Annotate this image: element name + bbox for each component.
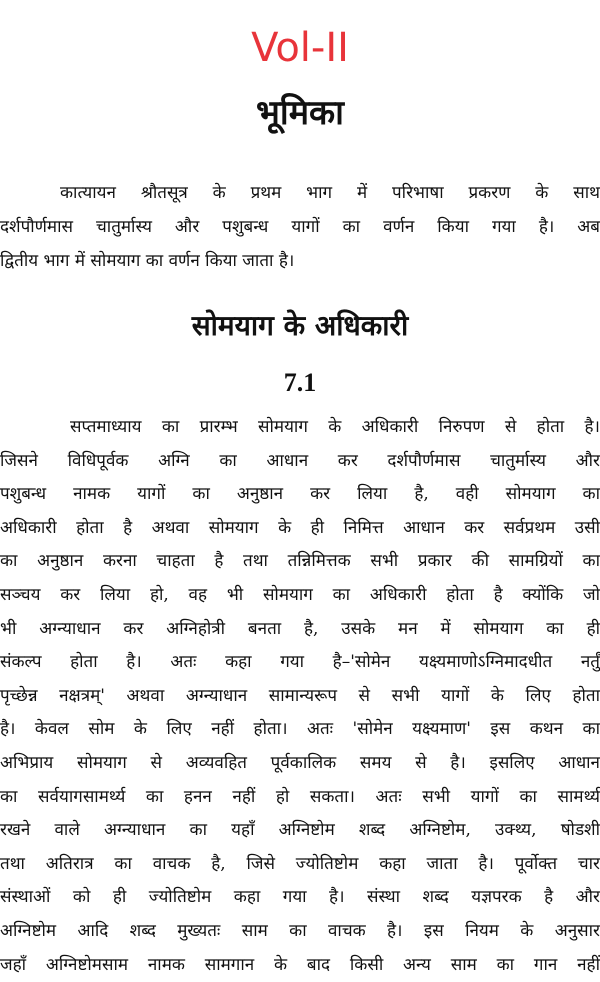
body-line: का अनुष्ठान करना चाहता है तथा तन्निमित्तक सभी प्रकार की सामग्रियों का [0,545,600,579]
body-line: संकल्प होता है। अतः कहा गया है–'सोमेन यक्ष्यमाणोऽग्निमादधीत नर्तुं [0,646,600,680]
intro-paragraph [0,176,600,278]
body-line: है। केवल सोम के लिए नहीं होता। अतः 'सोमेन यक्ष्यमाण' इस कथन का [0,713,600,747]
intro-line: दर्शपौर्णमास चातुर्मास्य और पशुबन्ध यागों का वर्णन किया गया है। अब [0,210,600,244]
intro-line: कात्यायन श्रौतसूत्र के प्रथम भाग में परिभाषा प्रकरण के साथ [0,176,600,210]
body-line: सप्तमाध्याय का प्रारम्भ सोमयाग के अधिकारी निरुपण से होता है। [0,411,600,445]
section-heading-adhikari: सोमयाग के अधिकारी [0,312,600,340]
body-line: जिसने विधिपूर्वक अग्नि का आधान कर दर्शपौर्णमास चातुर्मास्य और [0,445,600,479]
volume-label: Vol-II [0,28,600,68]
body-line: अभिप्राय सोमयाग से अव्यवहित पूर्वकालिक समय से है। इसलिए आधान [0,747,600,781]
page-title-bhumika: भूमिका [0,96,600,130]
body-line: अधिकारी होता है अथवा सोमयाग के ही निमित्त आधान कर सर्वप्रथम उसी [0,512,600,546]
body-paragraph [0,411,600,982]
body-line: तथा अतिरात्र का वाचक है, जिसे ज्योतिष्टोम कहा जाता है। पूर्वोक्त चार [0,848,600,882]
body-line: अग्निष्टोम आदि शब्द मुख्यतः साम का वाचक है। इस नियम के अनुसार [0,915,600,949]
body-line: संस्थाओं को ही ज्योतिष्टोम कहा गया है। संस्था शब्द यज्ञपरक है और [0,881,600,915]
body-line: सञ्चय कर लिया हो, वह भी सोमयाग का अधिकारी होता है क्योंकि जो [0,579,600,613]
body-line: रखने वाले अग्न्याधान का यहाँ अग्निष्टोम शब्द अग्निष्टोम, उक्थ्य, षोडशी [0,814,600,848]
body-line: जहाँ अग्निष्टोमसाम नामक सामगान के बाद किसी अन्य साम का गान नहीं [0,949,600,982]
body-line: का सर्वयागसामर्थ्य का हनन नहीं हो सकता। अतः सभी यागों का सामर्थ्य [0,781,600,815]
body-line: पृच्छेन्न नक्षत्रम्' अथवा अग्न्याधान सामान्यरूप से सभी यागों के लिए होता [0,680,600,714]
body-line: भी अग्न्याधान कर अग्निहोत्री बनता है, उसके मन में सोमयाग का ही [0,613,600,647]
intro-line: द्वितीय भाग में सोमयाग का वर्णन किया जाता है। [0,244,600,278]
body-line: पशुबन्ध नामक यागों का अनुष्ठान कर लिया है, वही सोमयाग का [0,478,600,512]
section-number: 7.1 [0,370,600,396]
